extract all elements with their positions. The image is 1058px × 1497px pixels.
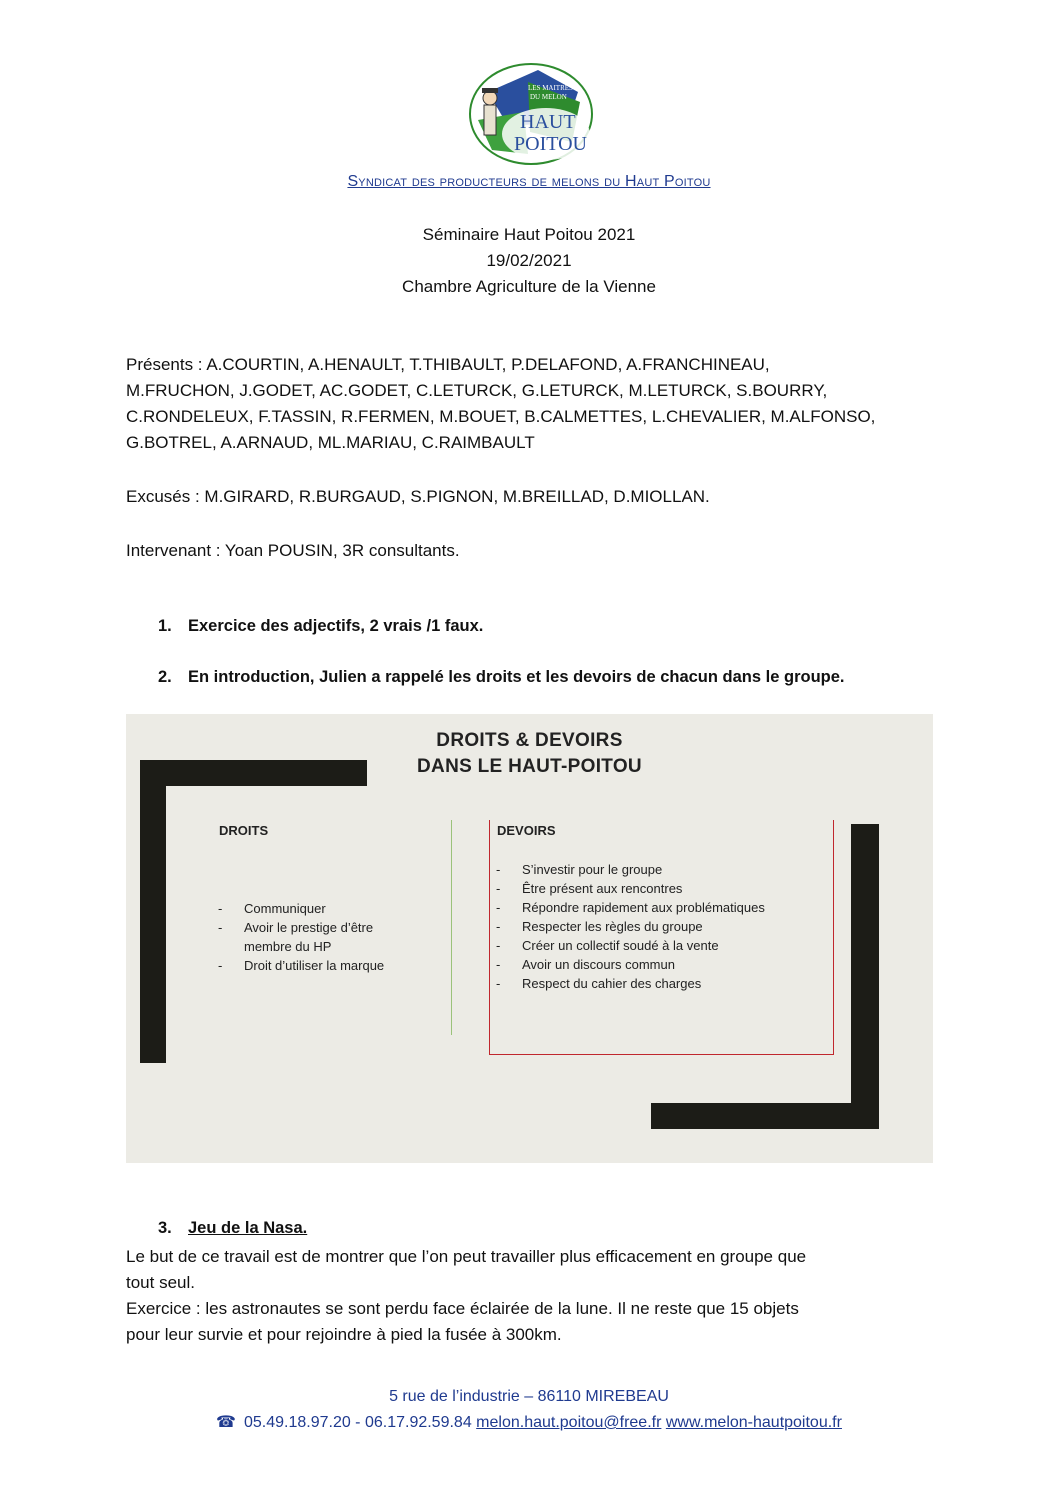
devoirs-item: - Être présent aux rencontres [496,881,683,896]
nasa-line-3: Exercice : les astronautes se sont perdu face éclairée de la lune. Il ne reste que 15 objets [126,1299,799,1318]
agenda-item-text: Jeu de la Nasa. [188,1219,308,1237]
droits-list [218,899,418,975]
agenda-item-text: Exercice des adjectifs, 2 vrais /1 faux. [188,617,484,635]
seminar-date: 19/02/2021 [486,251,572,270]
agenda-item-number: 2. [158,668,172,686]
devoirs-box-left [489,820,490,1054]
devoirs-item: - Répondre rapidement aux problématiques [496,900,765,915]
devoirs-item: - S’investir pour le groupe [496,862,663,877]
logo-text-line4: POITOU [514,133,587,155]
footer-website-link[interactable]: www.melon-hautpoitou.fr [665,1414,842,1431]
seminar-title: Séminaire Haut Poitou 2021 [422,225,636,244]
agenda-item-number: 3. [158,1219,172,1237]
footer-phones: 05.49.18.97.20 - 06.17.92.59.84 [243,1414,472,1431]
agenda-item-text: En introduction, Julien a rappelé les droits et les devoirs de chacun dans le groupe. [188,668,845,686]
presents-line-1: Présents : A.COURTIN, A.HENAULT, T.THIBAULT, P.DELAFOND, A.FRANCHINEAU, [126,355,770,374]
bracket-bottom-bar [651,1103,879,1129]
presents-line-2: M.FRUCHON, J.GODET, AC.GODET, C.LETURCK, G.LETURCK, M.LETURCK, S.BOURRY, [126,381,828,400]
phone-icon: ☎ [216,1414,236,1431]
presents-line-4: G.BOTREL, A.ARNAUD, ML.MARIAU, C.RAIMBAULT [126,433,535,452]
droits-item: - Avoir le prestige d’être membre du HP [218,920,374,954]
nasa-line-4: pour leur survie et pour rejoindre à pied la fusée à 300km. [126,1325,562,1344]
logo-text-line1: LES MAITRES [528,84,573,92]
footer-email-link[interactable]: melon.haut.poitou@free.fr [476,1414,662,1431]
devoirs-item: - Avoir un discours commun [496,957,675,972]
footer-contacts [0,1412,1058,1432]
logo-text-line3: HAUT [520,111,576,133]
slide-title-line2: DANS LE HAUT-POITOU [417,756,642,777]
agenda-item-number: 1. [158,617,172,635]
bracket-right-bar [851,824,879,1129]
devoirs-item: - Créer un collectif soudé à la vente [496,938,719,953]
devoirs-title: DEVOIRS [497,823,556,838]
syndicat-text: Syndicat des producteurs de melons du Haut Poitou [347,173,711,190]
bracket-left-bar [140,760,166,1063]
agenda-item-1 [158,617,483,636]
syndicat-header [0,173,1058,191]
excuses-line: Excusés : M.GIRARD, R.BURGAUD, S.PIGNON, M.BREILLAD, D.MIOLLAN. [126,487,710,506]
logo-text-line2: DU MELON [530,93,567,101]
intervenant-line: Intervenant : Yoan POUSIN, 3R consultants. [126,541,460,560]
devoirs-item: - Respecter les règles du groupe [496,919,703,934]
agenda-item-3 [158,1219,307,1238]
footer-address: 5 rue de l’industrie – 86110 MIREBEAU [389,1388,669,1405]
droits-item: - Communiquer [218,901,326,916]
haut-poitou-logo [468,62,594,166]
slide-title-line1: DROITS & DEVOIRS [436,730,623,751]
droits-title: DROITS [219,823,269,838]
bracket-top-bar [140,760,367,786]
presents-line-3: C.RONDELEUX, F.TASSIN, R.FERMEN, M.BOUET, B.CALMETTES, L.CHEVALIER, M.ALFONSO, [126,407,876,426]
droits-item: - Droit d’utiliser la marque [218,958,385,973]
nasa-line-1: Le but de ce travail est de montrer que l’on peut travailler plus efficacement en groupe que [126,1247,807,1266]
droits-devoirs-slide [126,714,933,1163]
seminar-location: Chambre Agriculture de la Vienne [402,277,656,296]
devoirs-item: - Respect du cahier des charges [496,976,702,991]
devoirs-list [496,860,826,993]
agenda-item-2 [158,668,845,687]
droits-divider [451,820,452,1035]
nasa-line-2: tout seul. [126,1273,195,1292]
